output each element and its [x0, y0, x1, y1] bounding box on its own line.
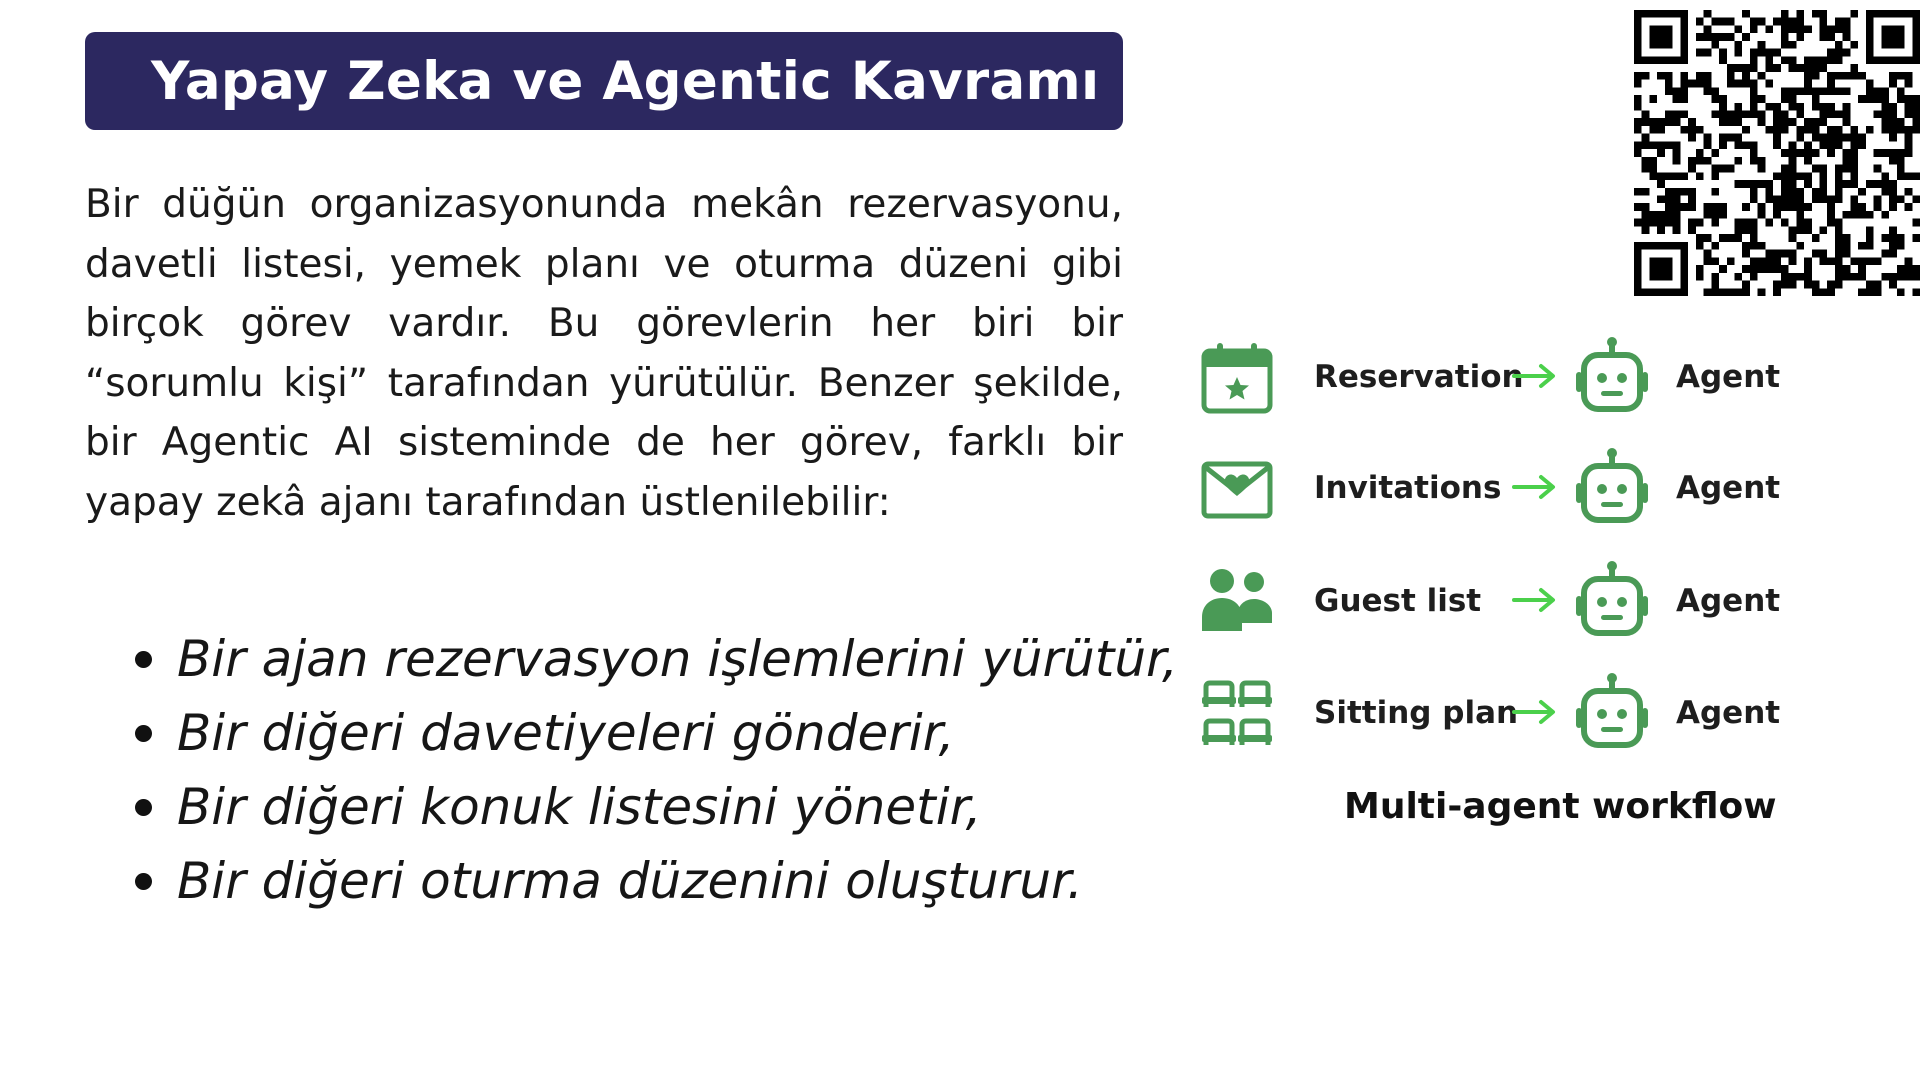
- envelope-heart-icon: [1200, 452, 1274, 526]
- intro-paragraph: Bir düğün organizasyonunda mekân rezervasyonu, davetli listesi, yemek planı ve oturma düzeni gibi birçok görev vardır. Bu görevlerin her biri bir “sorumlu kişi” tarafından yürütülür. Benzer şekilde, bir Agentic AI sisteminde de her görev, farklı bir yapay zekâ ajanı tarafından üstlenilebilir:: [85, 182, 1123, 525]
- list-item: [85, 844, 1165, 918]
- workflow-row-guest-list: [1200, 559, 1800, 643]
- bullet-dot-icon: [135, 651, 152, 668]
- calendar-star-icon: [1200, 341, 1274, 415]
- arrow-right-icon: [1512, 469, 1558, 505]
- robot-icon: [1574, 559, 1650, 643]
- workflow-row-sitting-plan: [1200, 671, 1800, 755]
- qr-finder-pattern: [1634, 242, 1688, 296]
- bullet-text: Bir diğeri konuk listesini yönetir,: [177, 778, 982, 836]
- arrow-right-icon: [1512, 694, 1558, 730]
- workflow-label: Invitations: [1314, 470, 1502, 506]
- qr-code-icon[interactable]: [1634, 10, 1920, 296]
- bullet-dot-icon: [135, 799, 152, 816]
- workflow-caption: Multi-agent workflow: [1344, 786, 1777, 827]
- robot-icon: [1574, 335, 1650, 419]
- arrow-right-icon: [1512, 582, 1558, 618]
- list-item: [85, 696, 1165, 770]
- workflow-label: Guest list: [1314, 583, 1482, 619]
- workflow-label: Reservation: [1314, 359, 1524, 395]
- seats-icon: [1200, 677, 1274, 751]
- title-banner: [85, 32, 1123, 130]
- qr-finder-pattern: [1634, 10, 1688, 64]
- workflow-row-invitations: [1200, 446, 1800, 530]
- bullet-text: Bir diğeri oturma düzenini oluşturur.: [177, 852, 1083, 910]
- bullet-text: Bir ajan rezervasyon işlemlerini yürütür,: [177, 630, 1178, 688]
- agent-label: Agent: [1676, 359, 1781, 395]
- robot-icon: [1574, 671, 1650, 755]
- list-item: [85, 770, 1165, 844]
- bullet-text: Bir diğeri davetiyeleri gönderir,: [177, 704, 955, 762]
- agent-label: Agent: [1676, 470, 1781, 506]
- bullet-dot-icon: [135, 873, 152, 890]
- qr-finder-pattern: [1866, 10, 1920, 64]
- agent-label: Agent: [1676, 695, 1781, 731]
- robot-icon: [1574, 446, 1650, 530]
- workflow-label: Sitting plan: [1314, 695, 1519, 731]
- agent-label: Agent: [1676, 583, 1781, 619]
- workflow-row-reservation: [1200, 335, 1800, 419]
- list-item: [85, 622, 1178, 696]
- people-group-icon: [1200, 565, 1274, 639]
- slide-title: Yapay Zeka ve Agentic Kavramı: [151, 50, 1100, 112]
- arrow-right-icon: [1512, 358, 1558, 394]
- bullet-list: [85, 622, 1178, 918]
- bullet-dot-icon: [135, 725, 152, 742]
